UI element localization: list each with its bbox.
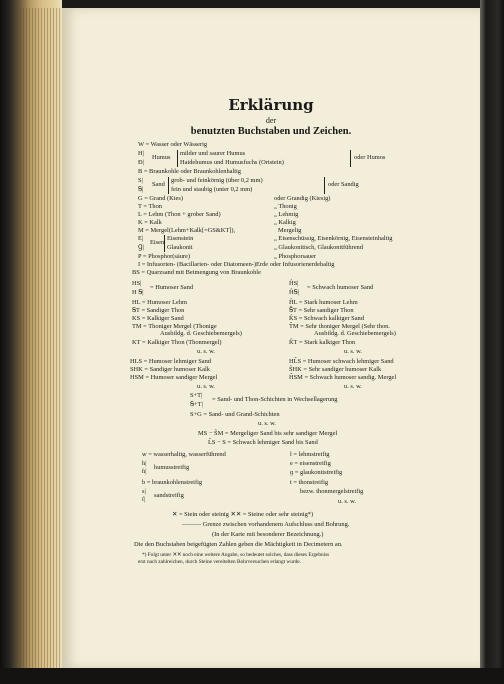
col-right-line: T̂M = Sehr thoniger Mergel (Sehr thon. (289, 323, 390, 330)
col-left-line: SHK = Sandiger humoser Kalk (130, 366, 210, 373)
legend-line: fein und staubig (unter 0,2 mm) (171, 186, 253, 193)
stein-line: ✕ = Stein oder steinig ✕✕ = Steine oder sehr steinig*) (172, 511, 314, 518)
legend-line: K = Kalk (138, 219, 162, 226)
zahlen-line: Die den Buchstaben beigefügten Zahlen geben die Mächtigkeit in Decimetern an. (134, 541, 343, 548)
bottom-left-line: w = wasserhaltig, wasserführend (142, 451, 226, 458)
col-right-line: K̂S = Schwach kalkiger Sand (289, 315, 364, 322)
col-left-line: KS = Kalkiger Sand (132, 315, 184, 322)
legend-line: W = Wasser oder Wässerig (138, 141, 208, 148)
bottom-left-line: sandstreifig (154, 492, 184, 499)
st-line: u. s. w. (258, 420, 276, 427)
legend-sand: Sand (152, 181, 165, 188)
ls-line: L̃S − S = Schwach lehmiger Sand bis Sand (208, 439, 318, 446)
legend-line: M = Mergel(Lehm+Kalk[=GS&KT]), (138, 227, 236, 234)
legend-line: B = Braunkohle oder Braunkohlenhaltig (138, 168, 241, 175)
right-cover (480, 0, 504, 684)
brace (164, 235, 165, 252)
legend-symbol: Ɖ| (138, 159, 144, 166)
karte-line: (In der Karte mit besonderer Bezeichnung.) (212, 531, 324, 538)
bottom-right-line: l = lehmstreifig (290, 451, 330, 458)
legend-line: Glaukonit (167, 244, 193, 251)
col-right-line: Ausbildg. d. Geschiebemergels) (314, 330, 396, 337)
bottom-right-line: bezw. thonmergelstreifig (300, 488, 364, 495)
legend-line: „ Eisenschüssig, Eisenkörnig, Eisensteinhaltig (274, 235, 393, 242)
ms-line: MS − ŜM = Mergeliger Sand bis sehr sandiger Mergel (198, 430, 338, 437)
col-right-line: ŜHK = Sehr sandiger humoser Kalk (289, 366, 382, 373)
col-left-line: TM = Thoniger Mergel (Thonige (132, 323, 217, 330)
col-right-line: Ꞩ̂T = Sehr sandiger Thon (289, 307, 354, 314)
col-right-line: H̃SM = Schwach humoser sandig. Mergel (289, 374, 397, 381)
legend-line: „ Thonig (274, 203, 297, 210)
page-title: Erklärung (228, 96, 314, 114)
legend-symbol: H| (138, 150, 144, 157)
legend-line: oder Grandig (Kiesig) (274, 195, 331, 202)
brace (168, 177, 169, 194)
col-right-symbol: ĤS| (289, 280, 299, 287)
bottom-left-symbol: ſ| (142, 496, 146, 503)
col-left-line: u. s. w. (197, 348, 215, 355)
legend-line: grob- und feinkörnig (über 0,2 mm) (171, 177, 263, 184)
col-right-line: u. s. w. (344, 383, 362, 390)
bottom-left-symbol: s| (142, 488, 146, 495)
bottom-left-symbol: ɦ| (142, 468, 147, 475)
bottom-right-line: t = thonstreifig (290, 479, 329, 486)
col-left-line: HL = Humoser Lehm (132, 299, 188, 306)
col-left-line: HLS = Humoser lehmiger Sand (130, 358, 211, 365)
brace (324, 177, 325, 194)
col-right-line: ĤL = Stark humoser Lehm (289, 299, 358, 306)
col-left-line: KT = Kalkiger Thon (Thonmergel) (132, 339, 222, 346)
legend-symbol: S| (138, 177, 143, 184)
legend-sandig: oder Sandig (328, 181, 359, 188)
col-right-line: u. s. w. (344, 348, 362, 355)
col-right-line: HL̃S = Humoser schwach lehmiger Sand (289, 358, 394, 365)
col-left-line: ꞨT = Sandiger Thon (132, 307, 185, 314)
brace (177, 150, 178, 167)
bottom-right-line: ɡ = glaukonitstreifig (290, 469, 343, 476)
legend-line: Mergelig (278, 227, 302, 234)
bottom-shadow (0, 668, 504, 684)
legend-line: G = Grand (Kies) (138, 195, 183, 202)
footnote: *) Folgt unter ✕✕ noch eine weitere Angabe, so bedeutet solches, dass dieses Ergebniss (142, 552, 330, 558)
footnote: erst nach zahlreichen, durch Steine vereitelten Bohrversuchen erlangt wurde. (138, 559, 301, 565)
subtitle: benutzten Buchstaben und Zeichen. (190, 126, 352, 137)
st-symbol: Ꞩ+T| (190, 401, 203, 408)
bottom-left-line: humusstreifig (154, 464, 190, 471)
legend-line: I = Infusorien- (Bacillarien- oder Diatomeen-)Erde oder Infusorienerdehaltig (138, 261, 335, 268)
col-right-line: K̂T = Stark kalkiger Thon (289, 339, 356, 346)
legend-line: P = Phosphor(säure) (138, 253, 191, 260)
legend-humus: Humus (152, 154, 171, 161)
legend-eisen: Eisen (150, 239, 165, 246)
col-left-symbol: H Ꞩ| (132, 289, 144, 296)
legend-line: milder und saurer Humus (180, 150, 246, 157)
bottom-left-symbol: h| (142, 460, 147, 467)
col-left-symbol: HS| (132, 280, 142, 287)
st-symbol: S+T| (190, 392, 203, 399)
legend-line: „ Glaukonitisch, Glaukonitführend (274, 244, 363, 251)
col-left-line: HSM = Humoser sandiger Mergel (130, 374, 218, 381)
col-left-line: Ausbildg. d. Geschiebemergels) (160, 330, 242, 337)
legend-symbol: Ꞩ| (138, 186, 144, 193)
bottom-right-line: u. s. w. (338, 498, 356, 505)
bottom-left-line: b = braunkohlenstreifig (142, 479, 203, 486)
legend-line: „ Phosphorsauer (274, 253, 317, 260)
legend-line: L = Lehm (Thon + grober Sand) (138, 211, 221, 218)
brace (350, 150, 351, 167)
grenze-line: ——— Grenze zwischen vorhandenem Aufschluss und Bohrung. (182, 521, 350, 528)
col-right-line: = Schwach humoser Sand (307, 284, 374, 291)
legend-line: „ Lehmig (274, 211, 299, 218)
legend-symbol: Ɡ| (138, 244, 144, 251)
legend-humos: oder Humos (354, 154, 386, 161)
st-line: = Sand- und Thon-Schichten in Wechsellagerung (212, 396, 338, 403)
legend-line: T = Thon (138, 203, 162, 210)
page-edges (20, 8, 62, 668)
legend-symbol: E| (138, 235, 144, 242)
col-left-line: u. s. w. (197, 383, 215, 390)
legend-line: BS = Quarzsand mit Beimengung von Braunkohle (132, 269, 261, 276)
title-der: der (265, 116, 277, 125)
bottom-right-line: e = eisenstreifig (290, 460, 331, 467)
page (62, 8, 480, 668)
legend-line: Haidehumus und Humusfuchs (Ortstein) (180, 159, 284, 166)
legend-line: Eisenstein (167, 235, 194, 242)
col-left-line: = Humoser Sand (150, 284, 194, 291)
legend-line: „ Kalkig (274, 219, 296, 226)
st-line: S+G = Sand- und Grand-Schichten (190, 411, 280, 418)
col-right-symbol: ĤꞨ| (289, 289, 299, 296)
